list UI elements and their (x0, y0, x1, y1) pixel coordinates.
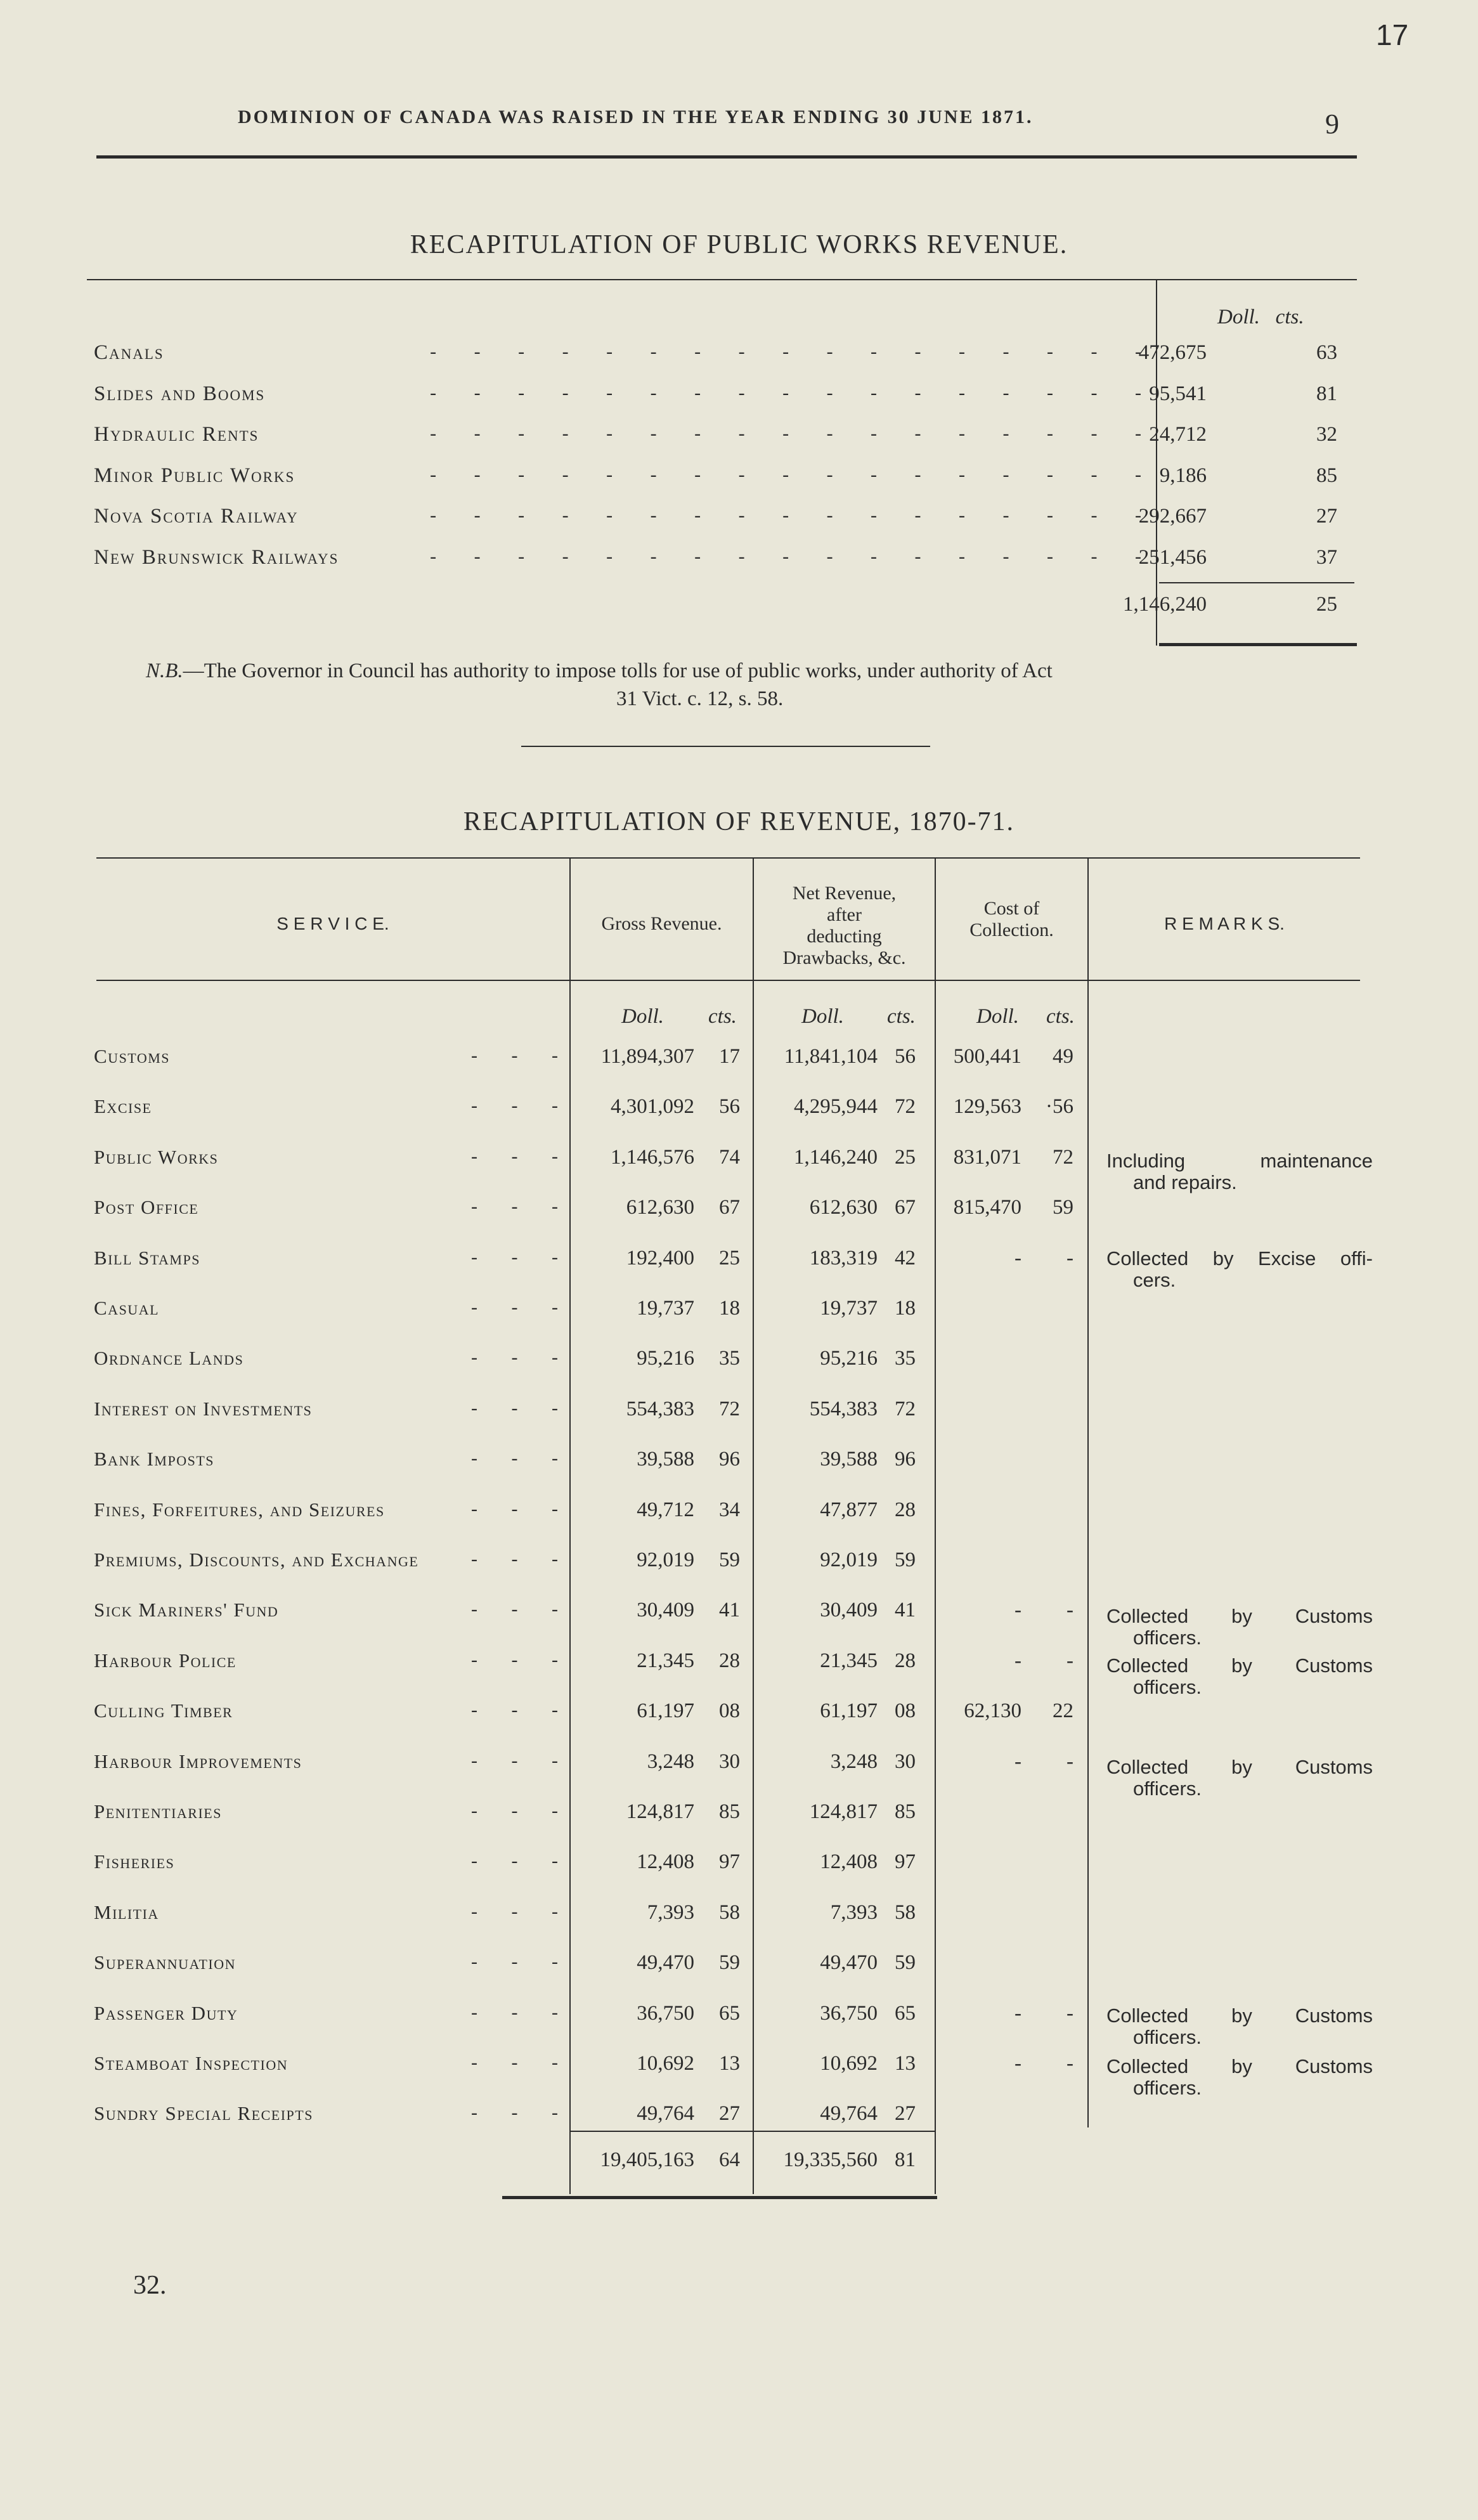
service-leader: - - - (471, 1699, 558, 1720)
gross-dollars: 95,216 (637, 1347, 694, 1370)
remark-line1: Collected by Customs (1106, 2004, 1373, 2027)
net-dollars: 47,877 (820, 1498, 878, 1521)
net-cents: 08 (895, 1699, 916, 1722)
units-net-doll: Doll. (801, 1005, 844, 1028)
net-dollars: 10,692 (820, 2052, 878, 2075)
net-cents: 41 (895, 1599, 916, 1621)
cost-dollars: - (1015, 2002, 1021, 2025)
service-label: Excise (94, 1095, 152, 1117)
remark (1106, 2055, 1373, 2100)
pw-row-cents: 81 (1316, 382, 1337, 405)
service-label: Post Office (94, 1196, 199, 1218)
gross-cents: 41 (719, 1599, 740, 1621)
remark-line2: officers. (1133, 1676, 1202, 1698)
remark (1106, 1654, 1373, 1699)
cost-cents: - (1066, 2052, 1073, 2075)
net-dollars: 30,409 (820, 1599, 878, 1621)
net-cents: 27 (895, 2102, 916, 2125)
remark (1106, 1604, 1373, 1650)
net-dollars: 36,750 (820, 2002, 878, 2025)
cost-cents: 22 (1053, 1699, 1073, 1722)
net-dollars: 12,408 (820, 1850, 878, 1873)
pw-row-leader: - - - - - - - - - - - - - - - - - (430, 546, 1141, 567)
gross-dollars: 554,383 (626, 1398, 694, 1420)
total-gross-dollars: 19,405,163 (600, 2148, 694, 2171)
gross-cents: 25 (719, 1247, 740, 1270)
net-dollars: 19,737 (820, 1297, 878, 1320)
pw-total-cents: 25 (1316, 593, 1337, 616)
rev-col-rule-1 (569, 857, 571, 2194)
net-dollars: 554,383 (809, 1398, 878, 1420)
gross-dollars: 612,630 (626, 1196, 694, 1219)
gross-dollars: 19,737 (637, 1297, 694, 1320)
gross-cents: 58 (719, 1901, 740, 1924)
service-label: Culling Timber (94, 1699, 233, 1722)
pw-row-leader: - - - - - - - - - - - - - - - - - (430, 464, 1141, 485)
pw-row-dollars: 472,675 (1138, 341, 1207, 364)
pw-row-label: Canals (94, 341, 164, 364)
service-leader: - - - (471, 2102, 558, 2123)
remark (1106, 1149, 1373, 1195)
gross-cents: 74 (719, 1146, 740, 1169)
gross-dollars: 21,345 (637, 1649, 694, 1672)
service-leader: - - - (471, 1347, 558, 1368)
service-label: Public Works (94, 1146, 219, 1168)
pw-row-label: Minor Public Works (94, 464, 295, 487)
net-cents: 13 (895, 2052, 916, 2075)
gross-cents: 27 (719, 2102, 740, 2125)
pw-row-leader: - - - - - - - - - - - - - - - - - (430, 382, 1141, 403)
pw-row-cents: 63 (1316, 341, 1337, 364)
net-dollars: 124,817 (809, 1800, 878, 1823)
remark-line2: officers. (1133, 2026, 1202, 2048)
header-net-line1: Net Revenue, (792, 883, 897, 904)
gross-cents: 17 (719, 1045, 740, 1068)
service-label: Bank Imposts (94, 1448, 215, 1470)
service-leader: - - - (471, 1951, 558, 1972)
gross-cents: 08 (719, 1699, 740, 1722)
net-dollars: 49,764 (820, 2102, 878, 2125)
gross-dollars: 4,301,092 (611, 1095, 694, 1118)
page-number: 9 (1325, 108, 1339, 140)
cost-dollars: 831,071 (953, 1146, 1021, 1169)
service-leader: - - - (471, 1649, 558, 1670)
cost-dollars: - (1015, 1649, 1021, 1672)
header-net (754, 883, 935, 969)
service-leader: - - - (471, 1398, 558, 1419)
pw-bottom-rule (1159, 643, 1357, 646)
gross-dollars: 192,400 (626, 1247, 694, 1270)
remark-line2: and repairs. (1133, 1171, 1237, 1193)
cost-cents: - (1066, 1750, 1073, 1773)
gross-dollars: 36,750 (637, 2002, 694, 2025)
service-label: Customs (94, 1045, 171, 1067)
gross-cents: 96 (719, 1448, 740, 1471)
net-cents: 59 (895, 1549, 916, 1571)
gross-dollars: 10,692 (637, 2052, 694, 2075)
pw-row-cents: 85 (1316, 464, 1337, 487)
net-cents: 28 (895, 1649, 916, 1672)
rev-bottom-rule (502, 2196, 937, 2199)
pw-note-line1: —The Governor in Council has authority to impose tolls for use of public works, under authority of Act (183, 659, 1053, 682)
net-cents: 65 (895, 2002, 916, 2025)
rev-col-rule-3 (935, 857, 936, 2194)
pw-row-leader: - - - - - - - - - - - - - - - - - (430, 341, 1141, 362)
units-cost-cts: cts. (1046, 1005, 1075, 1028)
service-label: Penitentiaries (94, 1800, 222, 1822)
units-cost-doll: Doll. (976, 1005, 1019, 1028)
net-cents: 72 (895, 1398, 916, 1420)
pw-note-prefix: N.B. (146, 659, 183, 682)
net-cents: 28 (895, 1498, 916, 1521)
cost-dollars: 129,563 (953, 1095, 1021, 1118)
gross-cents: 85 (719, 1800, 740, 1823)
service-label: Harbour Police (94, 1649, 237, 1672)
service-label: Casual (94, 1297, 160, 1319)
gross-dollars: 39,588 (637, 1448, 694, 1471)
service-leader: - - - (471, 1800, 558, 1821)
net-dollars: 4,295,944 (794, 1095, 878, 1118)
rev-col-rule-2 (753, 857, 754, 2194)
service-label: Passenger Duty (94, 2002, 238, 2024)
pw-note (146, 659, 1053, 683)
gross-cents: 65 (719, 2002, 740, 2025)
total-net-cents: 81 (895, 2148, 916, 2171)
gross-cents: 35 (719, 1347, 740, 1370)
pw-total-rule (1159, 582, 1354, 583)
pw-row-dollars: 251,456 (1138, 546, 1207, 569)
cost-dollars: 500,441 (953, 1045, 1021, 1068)
gross-cents: 34 (719, 1498, 740, 1521)
header-cost-line2: Collection. (969, 919, 1054, 940)
gross-dollars: 3,248 (647, 1750, 694, 1773)
service-leader: - - - (471, 1196, 558, 1217)
gross-dollars: 49,712 (637, 1498, 694, 1521)
pw-row-label: Nova Scotia Railway (94, 505, 299, 528)
cost-cents: ·56 (1046, 1095, 1073, 1118)
pw-row-dollars: 95,541 (1149, 382, 1207, 405)
header-net-line2: after (827, 904, 862, 925)
pw-row-label: New Brunswick Railways (94, 546, 339, 569)
remark-line1: Collected by Customs (1106, 1756, 1373, 1778)
gross-cents: 67 (719, 1196, 740, 1219)
header-cost-line1: Cost of (983, 898, 1040, 919)
cost-cents: - (1066, 1599, 1073, 1621)
service-label: Superannuation (94, 1951, 237, 1973)
gross-dollars: 49,470 (637, 1951, 694, 1974)
header-gross: Gross Revenue. (601, 913, 722, 934)
gross-cents: 97 (719, 1850, 740, 1873)
service-leader: - - - (471, 1297, 558, 1318)
net-cents: 97 (895, 1850, 916, 1873)
service-leader: - - - (471, 1448, 558, 1469)
remark-line1: Collected by Customs (1106, 2055, 1373, 2077)
header-net-line4: Drawbacks, &c. (782, 947, 906, 968)
header-remarks: R E M A R K S. (1164, 914, 1285, 933)
service-label: Fisheries (94, 1850, 175, 1873)
cost-dollars: 815,470 (953, 1196, 1021, 1219)
service-label: Interest on Investments (94, 1398, 313, 1420)
header-service: S E R V I C E. (276, 914, 389, 933)
total-net-dollars: 19,335,560 (783, 2148, 878, 2171)
net-dollars: 39,588 (820, 1448, 878, 1471)
pw-row-cents: 27 (1316, 505, 1337, 528)
gross-dollars: 124,817 (626, 1800, 694, 1823)
running-head: DOMINION OF CANADA WAS RAISED IN THE YEAR ENDING 30 JUNE 1871. (238, 107, 1034, 127)
cost-cents: 72 (1053, 1146, 1073, 1169)
cost-dollars: 62,130 (964, 1699, 1021, 1722)
service-leader: - - - (471, 1599, 558, 1620)
pw-top-rule (87, 279, 1357, 280)
service-leader: - - - (471, 1850, 558, 1871)
net-cents: 58 (895, 1901, 916, 1924)
net-dollars: 1,146,240 (794, 1146, 878, 1169)
remark-line1: Collected by Excise offi- (1106, 1247, 1373, 1270)
net-cents: 30 (895, 1750, 916, 1773)
service-leader: - - - (471, 2052, 558, 2073)
cost-dollars: - (1015, 1750, 1021, 1773)
gross-cents: 30 (719, 1750, 740, 1773)
total-gross-cents: 64 (719, 2148, 740, 2171)
remark (1106, 2004, 1373, 2049)
service-label: Premiums, Discounts, and Exchange (94, 1549, 419, 1571)
cost-cents: - (1066, 1247, 1073, 1270)
gross-dollars: 1,146,576 (611, 1146, 694, 1169)
gross-cents: 59 (719, 1549, 740, 1571)
service-leader: - - - (471, 1045, 558, 1066)
gross-cents: 56 (719, 1095, 740, 1118)
net-cents: 85 (895, 1800, 916, 1823)
revenue-title: RECAPITULATION OF REVENUE, 1870-71. (463, 807, 1015, 836)
public-works-title: RECAPITULATION OF PUBLIC WORKS REVENUE. (410, 230, 1068, 259)
cost-dollars: - (1015, 1599, 1021, 1621)
cost-cents: - (1066, 2002, 1073, 2025)
service-leader: - - - (471, 1498, 558, 1519)
header-net-line3: deducting (807, 926, 882, 947)
gross-dollars: 12,408 (637, 1850, 694, 1873)
units-gross-doll: Doll. (621, 1005, 664, 1028)
service-leader: - - - (471, 1247, 558, 1268)
net-cents: 56 (895, 1045, 916, 1068)
remark-line1: Collected by Customs (1106, 1605, 1373, 1627)
gross-dollars: 11,894,307 (600, 1045, 694, 1068)
net-cents: 18 (895, 1297, 916, 1320)
rev-top-rule (96, 857, 1360, 859)
remark (1106, 1755, 1373, 1801)
pw-row-leader: - - - - - - - - - - - - - - - - - (430, 423, 1141, 444)
net-cents: 72 (895, 1095, 916, 1118)
pw-row-cents: 32 (1316, 423, 1337, 446)
cost-cents: 59 (1053, 1196, 1073, 1219)
remark-line2: officers. (1133, 1777, 1202, 1800)
service-leader: - - - (471, 1549, 558, 1569)
remark (1106, 1247, 1373, 1292)
remark-line2: cers. (1133, 1269, 1176, 1291)
gross-cents: 59 (719, 1951, 740, 1974)
pw-row-dollars: 292,667 (1138, 505, 1207, 528)
remark-line2: officers. (1133, 1627, 1202, 1649)
net-cents: 96 (895, 1448, 916, 1471)
service-label: Harbour Improvements (94, 1750, 302, 1772)
net-cents: 59 (895, 1951, 916, 1974)
service-label: Bill Stamps (94, 1247, 200, 1269)
section-separator (521, 746, 930, 747)
pw-total-dollars: 1,146,240 (1123, 593, 1207, 616)
service-leader: - - - (471, 1750, 558, 1771)
gross-cents: 28 (719, 1649, 740, 1672)
rev-header-bottom-rule (96, 980, 1360, 981)
remark-line1: Including maintenance (1106, 1150, 1373, 1172)
units-gross-cts: cts. (708, 1005, 737, 1028)
gross-dollars: 61,197 (637, 1699, 694, 1722)
net-dollars: 92,019 (820, 1549, 878, 1571)
footer-mark: 32. (133, 2271, 167, 2300)
service-label: Sundry Special Receipts (94, 2102, 313, 2124)
net-dollars: 61,197 (820, 1699, 878, 1722)
net-dollars: 183,319 (809, 1247, 878, 1270)
cost-cents: - (1066, 1649, 1073, 1672)
gross-cents: 18 (719, 1297, 740, 1320)
net-cents: 67 (895, 1196, 916, 1219)
units-net-cts: cts. (887, 1005, 916, 1028)
gross-dollars: 92,019 (637, 1549, 694, 1571)
net-dollars: 21,345 (820, 1649, 878, 1672)
remark-line1: Collected by Customs (1106, 1654, 1373, 1677)
cost-dollars: - (1015, 2052, 1021, 2075)
gross-dollars: 7,393 (647, 1901, 694, 1924)
net-dollars: 3,248 (830, 1750, 878, 1773)
rev-total-rule (571, 2131, 935, 2132)
pw-units: Doll. cts. (1217, 306, 1304, 328)
pw-row-label: Hydraulic Rents (94, 423, 259, 446)
service-label: Militia (94, 1901, 159, 1923)
service-label: Steamboat Inspection (94, 2052, 288, 2074)
pw-row-dollars: 9,186 (1159, 464, 1207, 487)
service-leader: - - - (471, 1901, 558, 1922)
header-cost (936, 898, 1087, 941)
net-dollars: 49,470 (820, 1951, 878, 1974)
pw-column-rule (1156, 279, 1157, 646)
pw-row-cents: 37 (1316, 546, 1337, 569)
pw-note-line2: 31 Vict. c. 12, s. 58. (616, 687, 784, 710)
net-dollars: 11,841,104 (784, 1045, 878, 1068)
cost-dollars: - (1015, 1247, 1021, 1270)
net-cents: 42 (895, 1247, 916, 1270)
net-dollars: 7,393 (830, 1901, 878, 1924)
service-label: Sick Mariners' Fund (94, 1599, 279, 1621)
rev-col-rule-4 (1087, 857, 1089, 2127)
gross-dollars: 49,764 (637, 2102, 694, 2125)
header-rule (96, 155, 1357, 159)
remark-line2: officers. (1133, 2077, 1202, 2099)
cost-cents: 49 (1053, 1045, 1073, 1068)
net-dollars: 612,630 (809, 1196, 878, 1219)
gross-dollars: 30,409 (637, 1599, 694, 1621)
gross-cents: 72 (719, 1398, 740, 1420)
service-leader: - - - (471, 1146, 558, 1167)
service-label: Ordnance Lands (94, 1347, 244, 1369)
pw-row-label: Slides and Booms (94, 382, 266, 405)
pw-row-leader: - - - - - - - - - - - - - - - - - (430, 505, 1141, 526)
gross-cents: 13 (719, 2052, 740, 2075)
service-label: Fines, Forfeitures, and Seizures (94, 1498, 385, 1521)
corner-page-number: 17 (1376, 18, 1409, 51)
service-leader: - - - (471, 1095, 558, 1116)
net-cents: 25 (895, 1146, 916, 1169)
service-leader: - - - (471, 2002, 558, 2023)
net-dollars: 95,216 (820, 1347, 878, 1370)
net-cents: 35 (895, 1347, 916, 1370)
pw-row-dollars: 24,712 (1149, 423, 1207, 446)
